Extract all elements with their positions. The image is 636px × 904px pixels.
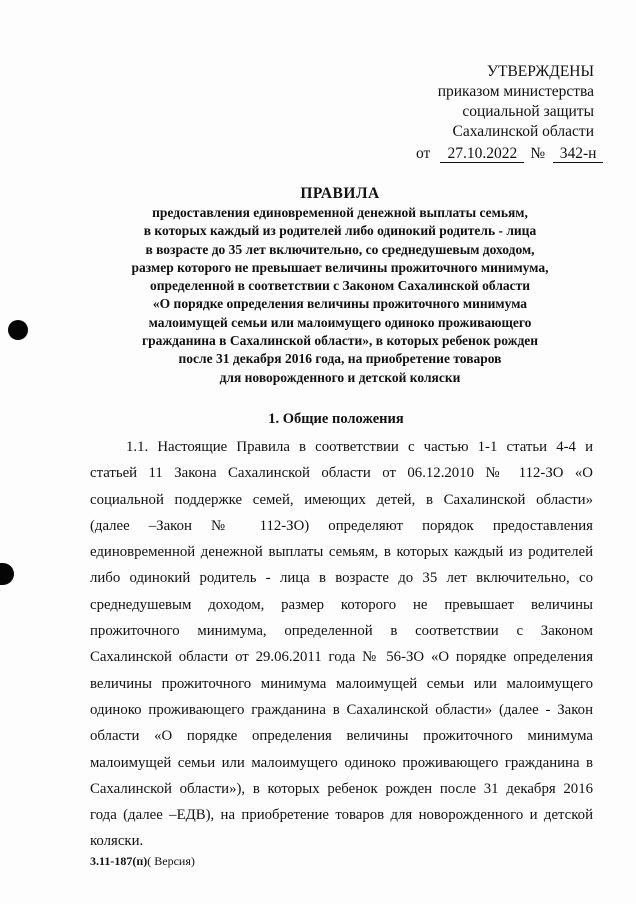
paragraph-line: одиноко проживающего гражданина в Сахалинской области» (далее - Закон (90, 701, 593, 718)
punch-hole-mark (8, 320, 28, 340)
subtitle-line: предоставления единовременной денежной выплаты семьям, (152, 205, 528, 220)
paragraph-line: величины прожиточного минимума малоимущей семьи или малоимущего (90, 675, 593, 692)
approval-line: приказом министерства (437, 83, 594, 100)
paragraph-line: либо одинокий родитель - лица в возрасте до 35 лет включительно, со (90, 570, 593, 587)
section-heading: 1. Общие положения (268, 411, 404, 427)
paragraph-line: (далее –Закон № 112-ЗО) определяют порядок предоставления (90, 517, 593, 534)
paragraph-line: области «О порядке определения величины прожиточного минимума (90, 728, 593, 745)
order-from-label: от (416, 145, 431, 162)
document-footer (90, 854, 195, 869)
order-number-label: № (530, 145, 546, 162)
subtitle-line: в возрасте до 35 лет включительно, со среднедушевым доходом, (145, 241, 535, 257)
subtitle-line: для новорожденного и детской коляски (219, 369, 461, 385)
subtitle-line: гражданина в Сахалинской области», в которых ребенок рожден (141, 333, 539, 349)
paragraph-line: Сахалинской области от 29.06.2011 года № 56-ЗО «О порядке определения (90, 649, 593, 666)
document-subtitle (90, 204, 590, 387)
paragraph-line: социальной поддержке семей, имеющих детей, в Сахалинской области» (90, 491, 593, 508)
paragraph-line: Сахалинской области»), в которых ребенок рожден после 31 декабря 2016 (90, 780, 593, 797)
approval-line: Сахалинской области (452, 123, 594, 140)
punch-hole-mark (0, 563, 14, 585)
subtitle-line: после 31 декабря 2016 года, на приобретение товаров (178, 351, 502, 367)
approval-heading: УТВЕРЖДЕНЫ (487, 63, 594, 80)
order-date: 27.10.2022 (440, 146, 524, 163)
paragraph-line: коляски. (90, 833, 144, 850)
paragraph-line: года (далее –ЕДВ), на приобретение товаров для новорожденного и детской (90, 807, 593, 824)
paragraph-line: единовременной денежной выплаты семьям, в которых каждый из родителей (90, 544, 593, 561)
order-reference (416, 145, 603, 163)
paragraph-line: 1.1. Настоящие Правила в соответствии с частью 1-1 статьи 4-4 и (126, 439, 593, 455)
paragraph-line: среднедушевым доходом, размер которого не превышает величины (90, 596, 593, 613)
subtitle-line: размер которого не превышает величины прожиточного минимума, (131, 259, 549, 275)
paragraph-line: малоимущей семьи или малоимущего одиноко проживающего гражданина в (90, 754, 593, 771)
approval-line: социальной защиты (462, 103, 594, 120)
subtitle-line: в которых каждый из родителей либо одинокий родитель - лица (143, 223, 537, 239)
document-title: ПРАВИЛА (300, 185, 380, 202)
paragraph-1-1 (90, 434, 593, 855)
paragraph-line: прожиточного минимума, определенной в соответствии с Законом (90, 623, 593, 640)
document-version: ( Версия) (147, 854, 195, 868)
document-code: 3.11-187(п) (90, 854, 148, 868)
subtitle-line: «О порядке определения величины прожиточного минимума (152, 296, 528, 312)
subtitle-line: малоимущей семьи или малоимущего одиноко проживающего (148, 314, 532, 330)
document-title-block (90, 184, 590, 387)
order-number: 342-н (553, 146, 603, 163)
paragraph-line: статьей 11 Закона Сахалинской области от 06.12.2010 № 112-ЗО «О (90, 465, 593, 482)
approval-stamp (438, 62, 594, 142)
subtitle-line: определенной в соответствии с Законом Сахалинской области (149, 278, 531, 294)
